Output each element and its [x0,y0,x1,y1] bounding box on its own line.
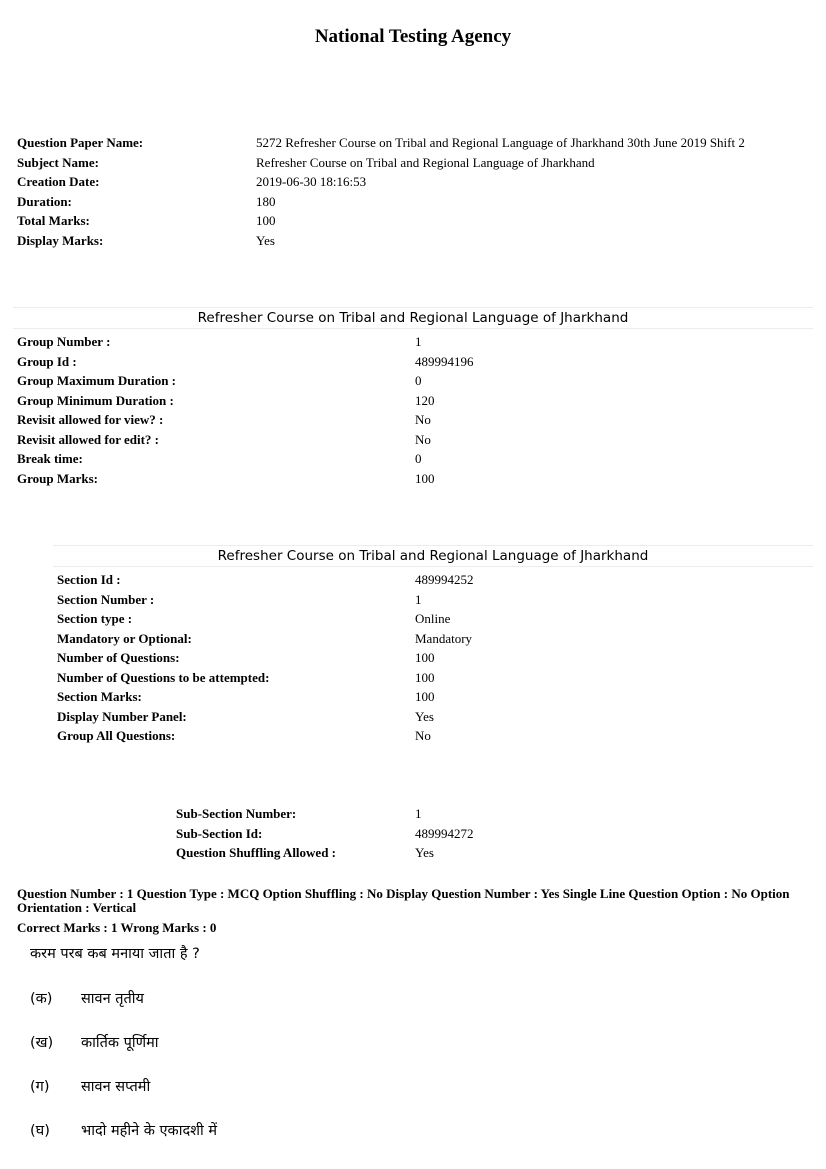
section-key: Number of Questions to be attempted: [57,669,270,685]
option-text: सावन सप्तमी [81,1079,151,1095]
page-title: National Testing Agency [314,26,512,47]
question-meta: Question Number : 1 Question Type : MCQ Option Shuffling : No Display Question Number : Yes Single Line Question Option : No Option Orientation : Vertical [17,886,790,915]
info-value: Refresher Course on Tribal and Regional Language of Jharkhand [256,154,595,170]
option-label: (ख) [30,1035,54,1051]
group-value: No [415,431,431,447]
section-key: Display Number Panel: [57,708,187,724]
group-row [17,430,474,450]
question-marks: Correct Marks : 1 Wrong Marks : 0 [17,920,217,935]
group-key: Group Marks: [17,470,99,486]
info-key: Creation Date: [17,174,100,189]
subsection-key: Question Shuffling Allowed : [176,845,337,860]
section-key: Group All Questions: [57,728,176,743]
info-key: Subject Name: [17,154,99,170]
info-key: Duration: [17,193,72,209]
subsection-value: 489994272 [415,825,474,841]
option-b [30,1032,159,1052]
section-row [57,570,474,590]
info-key: Display Marks: [17,232,104,248]
info-key: Total Marks: [17,213,90,228]
paper-info [17,133,745,250]
group-row [17,391,474,411]
section-key: Section Number : [57,591,155,607]
group-info [17,332,474,488]
section-value: No [415,728,431,743]
section-value: 100 [415,669,435,685]
group-key: Group Minimum Duration : [17,392,174,408]
info-row [17,172,745,192]
section-row [57,707,474,727]
group-key: Revisit allowed for view? : [17,412,164,427]
section-info [57,570,474,746]
option-a [30,988,144,1008]
group-heading: Refresher Course on Tribal and Regional Language of Jharkhand [13,307,813,329]
section-row [57,629,474,649]
section-key: Section type : [57,611,133,626]
section-value: 1 [415,591,422,607]
section-row [57,609,474,629]
section-key: Section Id : [57,572,121,587]
option-label: (ग) [30,1079,50,1095]
info-row [17,153,745,173]
option-label: (क) [30,991,53,1007]
info-value: 2019-06-30 18:16:53 [256,174,367,189]
info-key: Question Paper Name: [17,135,144,150]
section-row [57,668,474,688]
option-d [30,1120,217,1140]
section-row [57,648,474,668]
section-key: Mandatory or Optional: [57,630,192,646]
section-value: Yes [415,708,434,724]
subsection-value: 1 [415,806,422,821]
subsection-value: Yes [415,845,434,860]
group-row [17,469,474,489]
info-row [17,231,745,251]
subsection-row [176,804,474,824]
section-key: Number of Questions: [57,650,180,665]
section-row [57,687,474,707]
option-text: सावन तृतीय [81,991,144,1007]
subsection-key: Sub-Section Id: [176,825,263,841]
subsection-key: Sub-Section Number: [176,806,297,821]
section-value: Mandatory [415,630,473,646]
section-value: Online [415,611,451,626]
info-row [17,211,745,231]
group-value: 120 [415,392,435,408]
section-key: Section Marks: [57,689,142,704]
info-value: 180 [256,193,276,209]
section-value: 100 [415,689,435,704]
section-heading: Refresher Course on Tribal and Regional Language of Jharkhand [53,545,813,567]
option-text: भादो महीने के एकादशी में [81,1123,218,1139]
subsection-row [176,824,474,844]
option-c [30,1076,150,1096]
info-row [17,192,745,212]
section-value: 489994252 [415,572,474,587]
section-value: 100 [415,650,435,665]
group-value: 100 [415,470,435,486]
group-value: No [415,412,431,427]
group-row [17,449,474,469]
group-row [17,410,474,430]
option-label: (घ) [30,1123,50,1139]
group-key: Group Id : [17,353,77,369]
info-value: 100 [256,213,276,228]
info-value: Yes [256,232,275,248]
question-text: करम परब कब मनाया जाता है ? [30,946,200,962]
group-key: Break time: [17,451,83,466]
section-row [57,590,474,610]
subsection-row [176,843,474,863]
option-text: कार्तिक पूर्णिमा [81,1035,159,1051]
group-value: 0 [415,451,422,466]
group-value: 1 [415,334,422,349]
info-row [17,133,745,153]
group-key: Revisit allowed for edit? : [17,431,160,447]
group-value: 489994196 [415,353,474,369]
group-row [17,332,474,352]
group-row [17,371,474,391]
group-key: Group Maximum Duration : [17,373,177,388]
info-value: 5272 Refresher Course on Tribal and Regional Language of Jharkhand 30th June 2019 Shift 2 [256,135,745,150]
group-row [17,352,474,372]
section-row [57,726,474,746]
group-key: Group Number : [17,334,111,349]
group-value: 0 [415,373,422,388]
subsection-info [176,804,474,863]
